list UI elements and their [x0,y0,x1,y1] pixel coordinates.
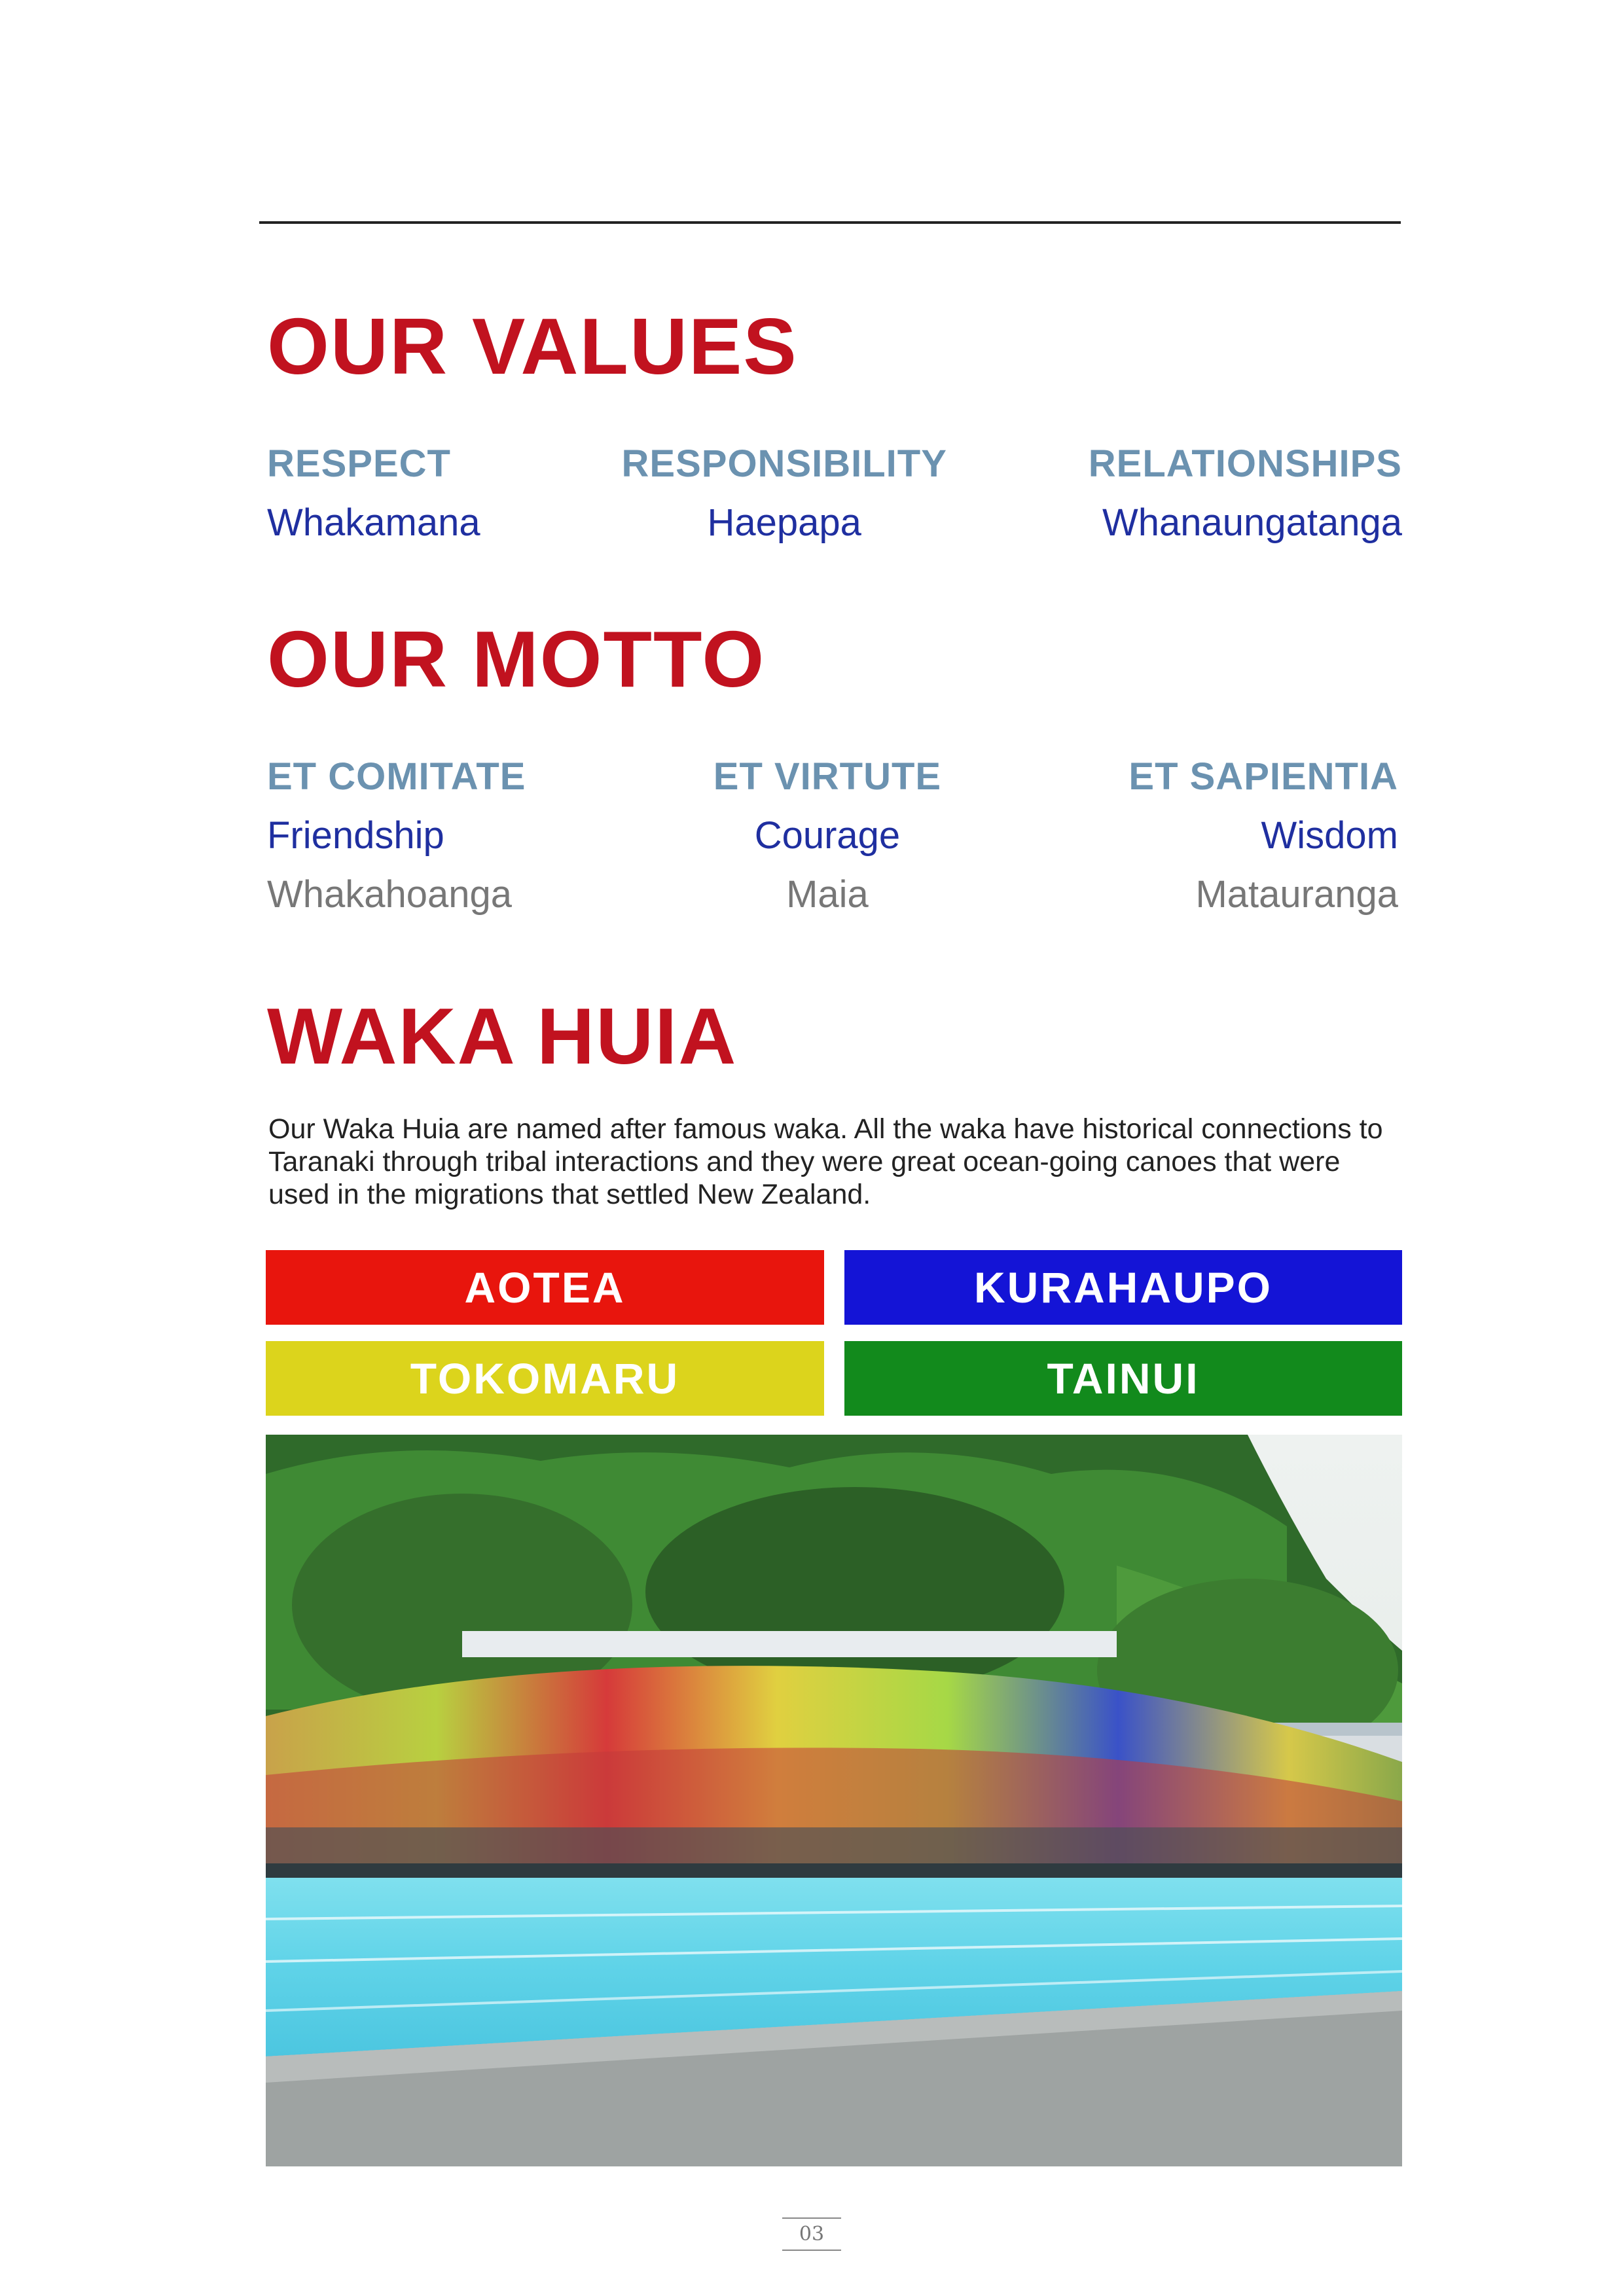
house-tainui: TAINUI [844,1341,1402,1416]
motto-sapientia [1128,755,1398,916]
motto-maori: Whakahoanga [267,873,513,916]
motto-english: Wisdom [1261,814,1398,857]
page-number: 03 [782,2217,841,2251]
motto-virtute [713,755,942,916]
value-responsibility [621,442,947,544]
house-aotea: AOTEA [266,1250,824,1325]
value-keyword: RESPECT [267,442,451,485]
value-maori: Haepapa [707,501,861,544]
values-row [267,442,1402,544]
motto-maori: Maia [786,873,869,916]
motto-latin: ET SAPIENTIA [1128,755,1398,798]
motto-latin: ET COMITATE [267,755,526,798]
motto-row [267,755,1398,916]
motto-heading: OUR MOTTO [267,615,766,704]
house-tokomaru: TOKOMARU [266,1341,824,1416]
waka-huia-heading: WAKA HUIA [267,992,738,1081]
value-maori: Whakamana [267,501,480,544]
waka-huia-description: Our Waka Huia are named after famous waka. All the waka have historical connections to Taranaki through tribal interactions and they were great ocean-going canoes that were used in the migrations that settled New Zealand. [268,1113,1383,1210]
values-heading: OUR VALUES [267,302,798,391]
value-respect [267,442,480,544]
value-maori: Whanaungatanga [1102,501,1402,544]
motto-latin: ET VIRTUTE [713,755,942,798]
value-keyword: RESPONSIBILITY [621,442,947,485]
motto-english: Courage [754,814,901,857]
house-kurahaupo: KURAHAUPO [844,1250,1402,1325]
swimming-sports-photo [266,1435,1402,2166]
value-relationships [1088,442,1402,544]
motto-comitate [267,755,526,916]
motto-maori: Matauranga [1195,873,1398,916]
top-rule [259,221,1401,224]
value-keyword: RELATIONSHIPS [1088,442,1402,485]
motto-english: Friendship [267,814,444,857]
